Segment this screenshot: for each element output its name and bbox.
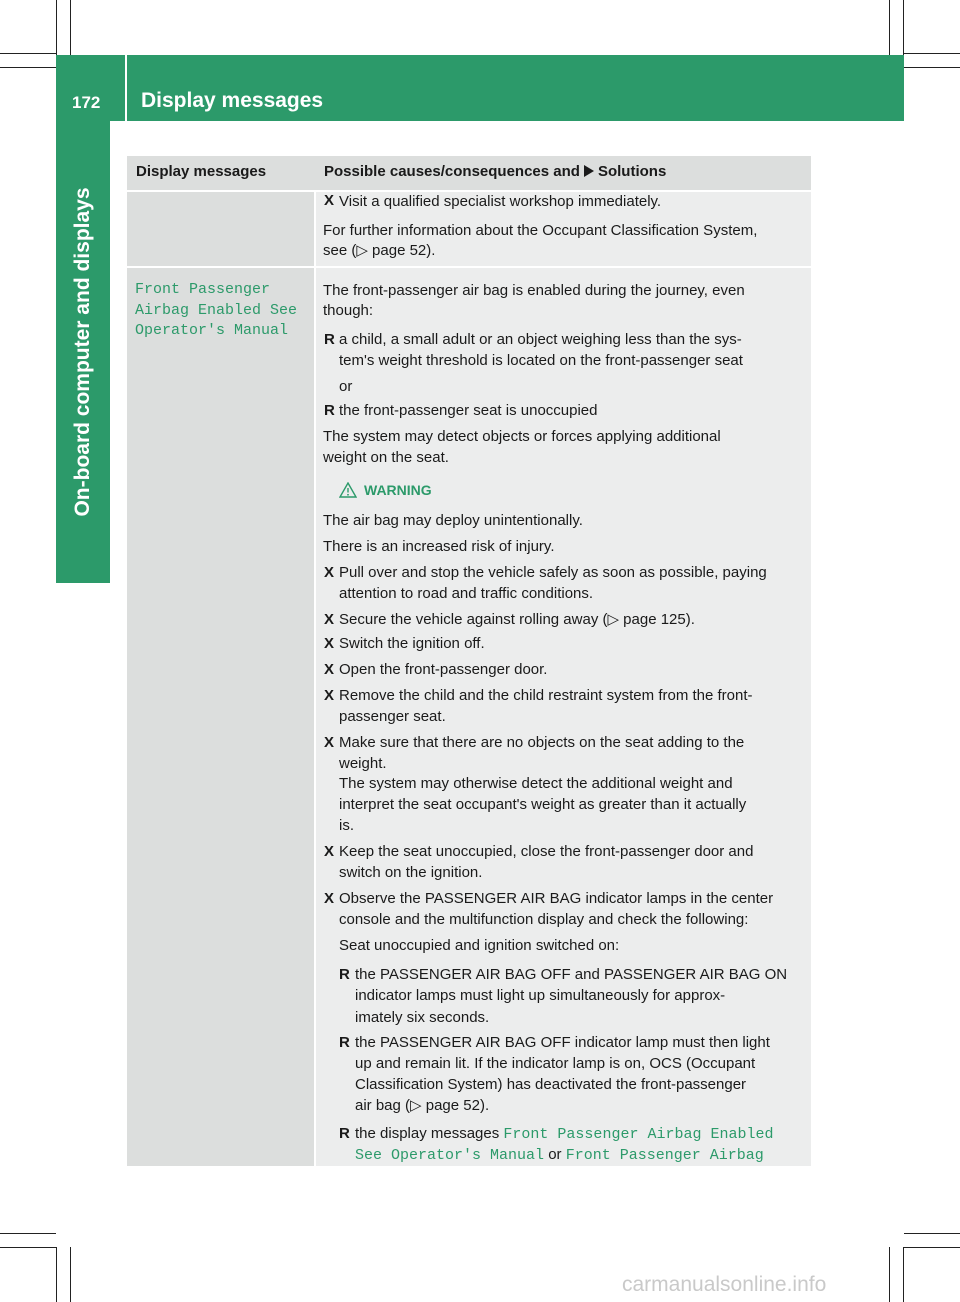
message-cell: [127, 192, 314, 266]
bullet-icon: R: [324, 331, 335, 348]
bullet-text: indicator lamps must light up simultaneously for approx-: [355, 987, 726, 1004]
display-message-ref: Front Passenger Airbag: [565, 1147, 764, 1164]
body-text: weight on the seat.: [323, 449, 449, 466]
bullet-icon: R: [339, 1034, 350, 1051]
info-text: see (▷ page 52).: [323, 242, 436, 259]
header-divider: [125, 55, 127, 121]
warning-icon: [339, 482, 357, 498]
message-cell: [127, 268, 314, 1166]
step-text: Make sure that there are no objects on the seat adding to the: [339, 734, 745, 751]
info-text: For further information about the Occupant Classification System,: [323, 222, 758, 239]
step-arrow-icon: X: [324, 843, 335, 860]
body-text: The front-passenger air bag is enabled during the journey, even: [323, 282, 745, 299]
step-text: weight.: [339, 755, 387, 772]
bullet-text: up and remain lit. If the indicator lamp is on, OCS (Occupant: [355, 1055, 756, 1072]
bullet-text: the PASSENGER AIR BAG OFF indicator lamp must then light: [355, 1034, 770, 1051]
column-header-text: Possible causes/consequences and: [324, 163, 580, 180]
bullet-text: [355, 1146, 764, 1165]
step-text: Visit a qualified specialist workshop immediately.: [339, 193, 662, 210]
page-title: Display messages: [141, 89, 324, 112]
step-text: Open the front-passenger door.: [339, 661, 548, 678]
column-header-text: Solutions: [597, 163, 667, 180]
bullet-text: [355, 1125, 773, 1144]
bullet-text-part: the display messages: [355, 1125, 500, 1142]
display-message: Airbag Enabled See: [135, 302, 298, 319]
step-text: switch on the ignition.: [339, 864, 483, 881]
step-arrow-icon: X: [324, 611, 335, 628]
body-text: though:: [323, 302, 374, 319]
bullet-text: Classification System) has deactivated the front-passenger: [355, 1076, 747, 1093]
watermark: carmanualsonline.info: [622, 1273, 827, 1296]
bullet-text-part: or: [548, 1146, 562, 1163]
step-text: Switch the ignition off.: [339, 635, 485, 652]
page-number: 172: [72, 93, 101, 112]
crop-mark: [889, 0, 890, 56]
arrow-icon: [584, 165, 594, 177]
bullet-text: air bag (▷ page 52).: [355, 1097, 490, 1114]
crop-mark: [904, 1247, 960, 1248]
step-text: Pull over and stop the vehicle safely as soon as possible, paying: [339, 564, 767, 581]
bullet-text: imately six seconds.: [355, 1009, 490, 1026]
step-arrow-icon: X: [324, 890, 335, 907]
body-text: or: [339, 378, 353, 395]
bullet-icon: R: [339, 966, 350, 983]
crop-mark: [904, 67, 960, 68]
step-text: Secure the vehicle against rolling away (▷ page 125).: [339, 611, 695, 628]
crop-mark: [70, 0, 71, 56]
crop-mark: [0, 53, 56, 54]
crop-mark: [0, 1247, 56, 1248]
body-text: The system may detect objects or forces applying additional: [323, 428, 721, 445]
crop-mark: [903, 1247, 904, 1302]
column-header-solutions: [324, 163, 666, 180]
step-text: Remove the child and the child restraint system from the front-: [339, 687, 753, 704]
step-arrow-icon: X: [324, 734, 335, 751]
crop-mark: [904, 53, 960, 54]
crop-mark: [0, 67, 56, 68]
step-text: Seat unoccupied and ignition switched on:: [339, 937, 620, 954]
step-arrow-icon: X: [324, 635, 335, 652]
crop-mark: [56, 1247, 57, 1302]
step-text: Observe the PASSENGER AIR BAG indicator lamps in the center: [339, 890, 774, 907]
crop-mark: [904, 1233, 960, 1234]
crop-mark: [70, 1247, 71, 1302]
step-text: is.: [339, 817, 354, 834]
display-message-ref: See Operator's Manual: [355, 1147, 545, 1164]
bullet-text: tem's weight threshold is located on the front-passenger seat: [339, 352, 743, 369]
step-arrow-icon: X: [324, 687, 335, 704]
crop-mark: [56, 0, 57, 56]
chapter-tab-label: On-board computer and displays: [71, 187, 94, 517]
step-text: attention to road and traffic conditions.: [339, 585, 594, 602]
crop-mark: [903, 0, 904, 56]
step-text: passenger seat.: [339, 708, 446, 725]
bullet-text: a child, a small adult or an object weighing less than the sys-: [339, 331, 742, 348]
bullet-text: the front-passenger seat is unoccupied: [339, 402, 598, 419]
bullet-icon: R: [324, 402, 335, 419]
column-header-messages: Display messages: [136, 163, 267, 180]
step-text: console and the multifunction display and check the following:: [339, 911, 749, 928]
body-text: There is an increased risk of injury.: [323, 538, 555, 555]
body-text: The air bag may deploy unintentionally.: [323, 512, 583, 529]
crop-mark: [0, 1233, 56, 1234]
step-arrow-icon: X: [324, 192, 335, 209]
display-message: Operator's Manual: [135, 322, 289, 339]
display-message: Front Passenger: [135, 281, 271, 298]
crop-mark: [889, 1247, 890, 1302]
display-message-ref: Front Passenger Airbag Enabled: [503, 1126, 774, 1143]
warning-label: WARNING: [364, 482, 432, 498]
step-text: Keep the seat unoccupied, close the front-passenger door and: [339, 843, 754, 860]
bullet-icon: R: [339, 1125, 350, 1142]
bullet-text: the PASSENGER AIR BAG OFF and PASSENGER AIR BAG ON: [355, 966, 788, 983]
step-text: interpret the seat occupant's weight as greater than it actually: [339, 796, 747, 813]
step-text: The system may otherwise detect the additional weight and: [339, 775, 733, 792]
step-arrow-icon: X: [324, 564, 335, 581]
step-arrow-icon: X: [324, 661, 335, 678]
